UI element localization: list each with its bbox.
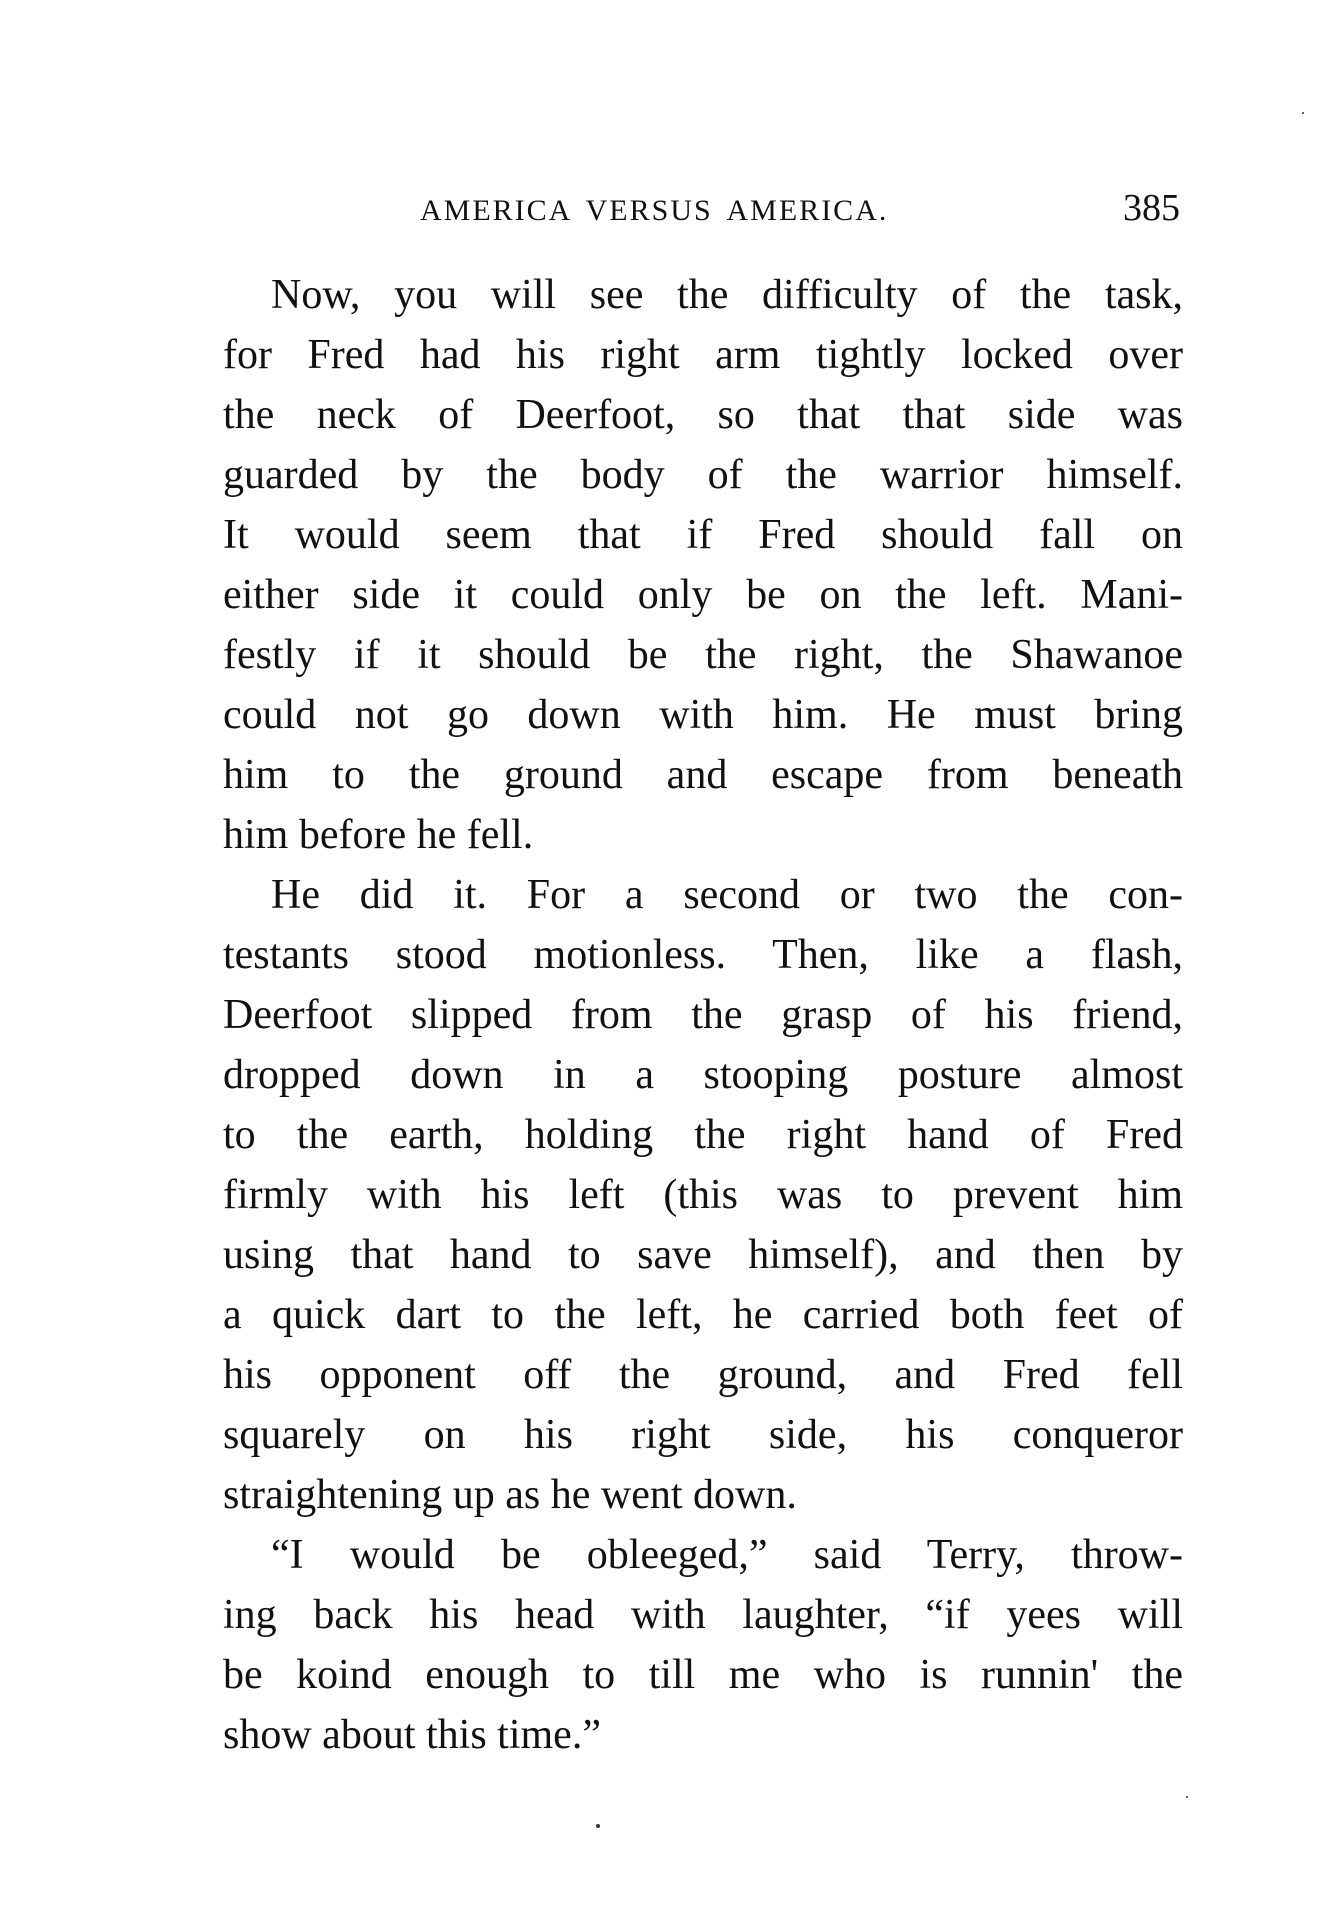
text-line: him to the ground and escape from beneath [223, 752, 1183, 798]
text-line: guarded by the body of the warrior himself. [223, 452, 1183, 498]
text-line: using that hand to save himself), and then by [223, 1232, 1183, 1278]
text-line: It would seem that if Fred should fall on [223, 512, 1183, 558]
text-line: dropped down in a stooping posture almost [223, 1052, 1183, 1098]
text-line: Now, you will see the difficulty of the task, [271, 272, 1183, 318]
text-line: for Fred had his right arm tightly locked over [223, 332, 1183, 378]
text-line: him before he fell. [223, 812, 534, 858]
print-speck [1302, 112, 1304, 114]
paragraph-2 [223, 865, 1183, 1525]
running-head [420, 186, 1180, 236]
body-text [223, 265, 1183, 1765]
text-line: his opponent off the ground, and Fred fell [223, 1352, 1183, 1398]
text-line: either side it could only be on the left. Mani- [223, 572, 1183, 618]
text-line: Deerfoot slipped from the grasp of his friend, [223, 992, 1183, 1038]
text-line: squarely on his right side, his conqueror [223, 1412, 1183, 1458]
text-line: festly if it should be the right, the Shawanoe [223, 632, 1183, 678]
text-line: be koind enough to till me who is runnin' the [223, 1652, 1183, 1698]
text-line: firmly with his left (this was to prevent him [223, 1172, 1183, 1218]
text-line: straightening up as he went down. [223, 1472, 797, 1518]
text-line: the neck of Deerfoot, so that that side was [223, 392, 1183, 438]
paragraph-1 [223, 265, 1183, 865]
text-line: could not go down with him. He must bring [223, 692, 1183, 738]
page-number: 385 [1123, 187, 1180, 229]
text-line: a quick dart to the left, he carried both feet of [223, 1292, 1183, 1338]
text-line: He did it. For a second or two the con- [271, 872, 1183, 918]
text-line: show about this time.” [223, 1712, 601, 1758]
text-line: testants stood motionless. Then, like a flash, [223, 932, 1183, 978]
paragraph-3 [223, 1525, 1183, 1765]
print-speck [596, 1824, 600, 1828]
text-line: “I would be obleeged,” said Terry, throw- [271, 1532, 1183, 1578]
running-title: AMERICA VERSUS AMERICA. [420, 194, 889, 227]
text-line: ing back his head with laughter, “if yees will [223, 1592, 1183, 1638]
text-line: to the earth, holding the right hand of Fred [223, 1112, 1183, 1158]
print-speck [1186, 1796, 1188, 1798]
